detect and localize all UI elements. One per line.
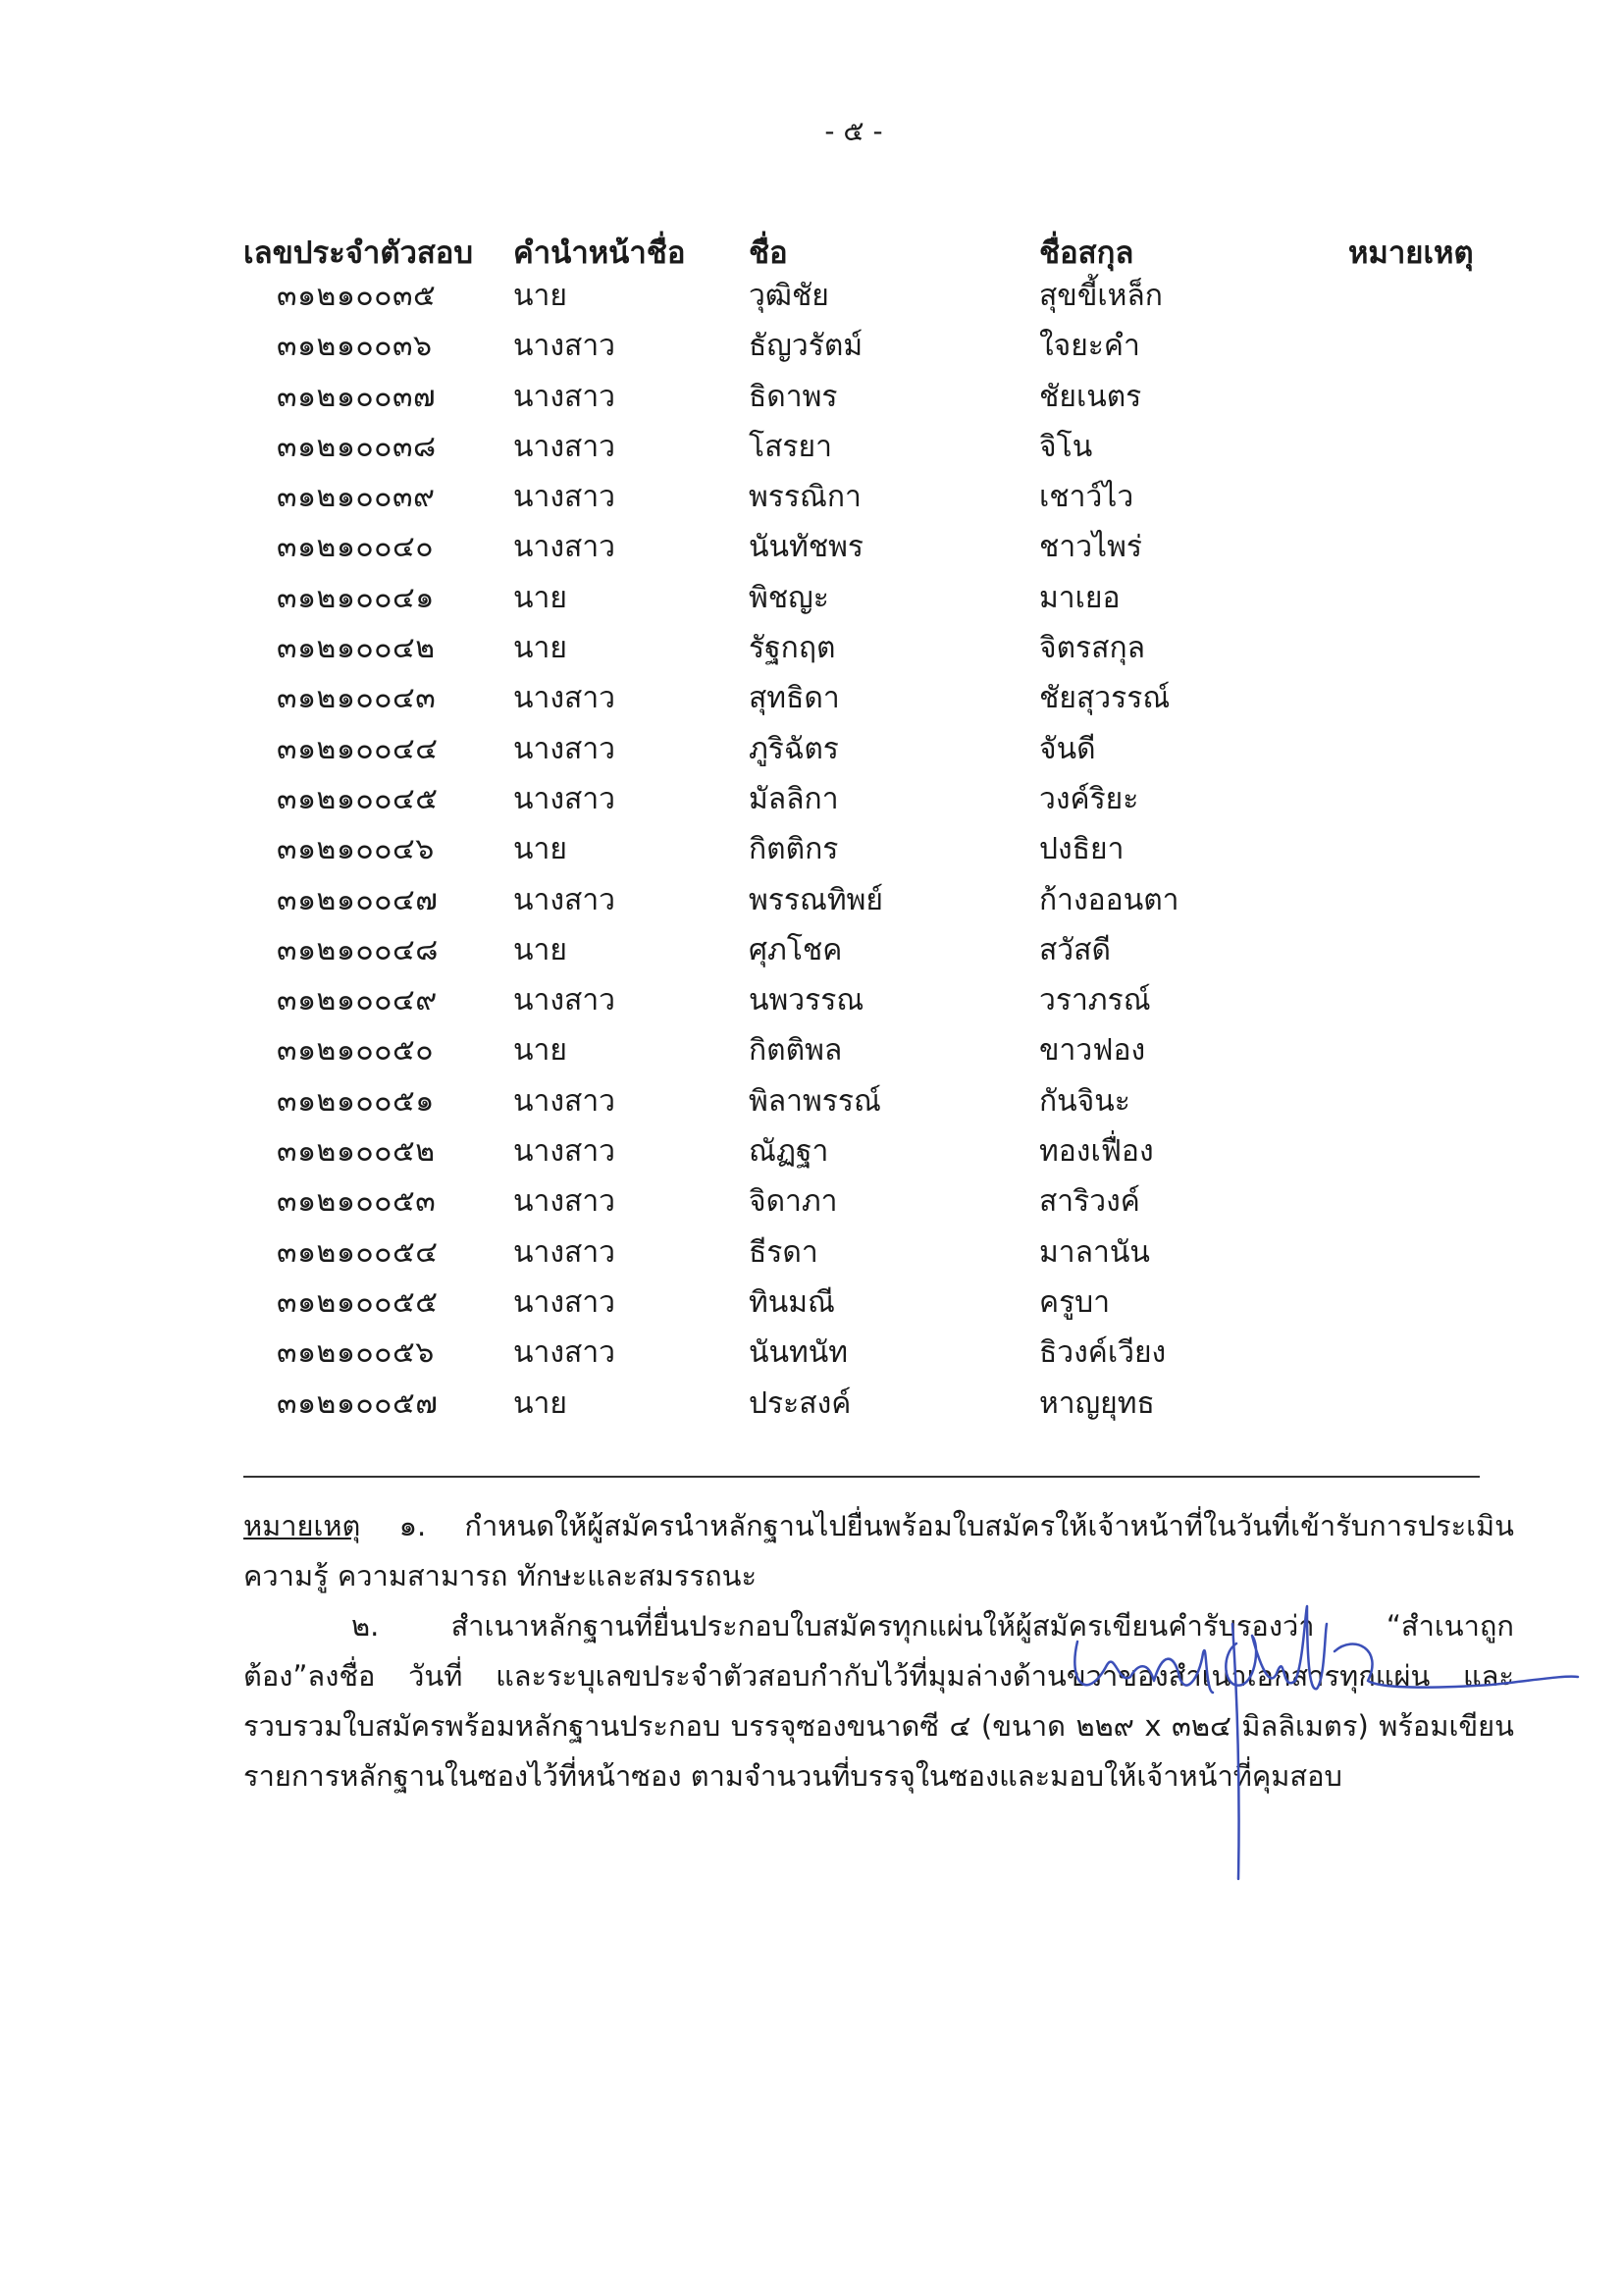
prefix-cell: นางสาว [513,530,616,565]
first-name-cell: ณัฏฐา [749,1134,829,1170]
signature [1060,1594,1580,1908]
prefix-cell: นาย [513,580,567,615]
first-name-cell: นันทัชพร [749,530,864,565]
first-name-cell: ธีรดา [749,1234,818,1270]
table-row [0,1330,1623,1380]
last-name-cell: ชาวไพร่ [1039,530,1143,565]
table-row [0,675,1623,725]
header-prefix: คำนำหน้าชื่อ [513,235,686,271]
table-row [0,474,1623,524]
table-row [0,1178,1623,1228]
prefix-cell: นางสาว [513,681,616,716]
table-row [0,625,1623,675]
exam-id-cell: ๓๑๒๑๐๐๕๒ [277,1134,436,1170]
last-name-cell: ใจยะคำ [1039,329,1140,364]
first-name-cell: สุทธิดา [749,681,840,716]
last-name-cell: ก้างออนตา [1039,882,1179,917]
prefix-cell: นางสาว [513,480,616,515]
exam-id-cell: ๓๑๒๑๐๐๕๐ [277,1033,435,1069]
table-row [0,1229,1623,1279]
prefix-cell: นางสาว [513,1134,616,1170]
first-name-cell: ธัญวรัตม์ [749,329,864,364]
first-name-cell: วุฒิชัย [749,279,829,313]
table-row [0,977,1623,1027]
last-name-cell: ครูบา [1039,1284,1111,1320]
exam-id-cell: ๓๑๒๑๐๐๕๗ [277,1385,439,1421]
table-row [0,927,1623,977]
page-number: - ๕ - [824,115,883,147]
table-row [0,273,1623,323]
first-name-cell: พรรณทิพย์ [749,882,883,917]
table-row [0,1027,1623,1077]
table-row [0,374,1623,424]
exam-id-cell: ๓๑๒๑๐๐๕๕ [277,1284,439,1320]
prefix-cell: นาย [513,932,567,967]
prefix-cell: นาย [513,1033,567,1069]
last-name-cell: ชัยเนตร [1039,379,1142,414]
exam-id-cell: ๓๑๒๑๐๐๔๘ [277,932,439,967]
first-name-cell: นพวรรณ [749,983,864,1018]
first-name-cell: ศุภโชค [749,932,843,967]
table-row [0,1279,1623,1330]
prefix-cell: นางสาว [513,429,616,464]
exam-id-cell: ๓๑๒๑๐๐๔๔ [277,731,439,766]
exam-id-cell: ๓๑๒๑๐๐๔๙ [277,983,438,1018]
exam-id-cell: ๓๑๒๑๐๐๓๙ [277,480,436,515]
exam-id-cell: ๓๑๒๑๐๐๕๑ [277,1083,435,1119]
table-row [0,826,1623,876]
prefix-cell: นาย [513,279,567,313]
exam-id-cell: ๓๑๒๑๐๐๕๖ [277,1335,435,1371]
last-name-cell: ขาวฟอง [1039,1033,1146,1069]
table-row [0,524,1623,574]
first-name-cell: มัลลิกา [749,781,839,816]
table-row [0,424,1623,474]
first-name-cell: จิดาภา [749,1184,838,1220]
prefix-cell: นางสาว [513,1083,616,1119]
table-row [0,1381,1623,1431]
prefix-cell: นางสาว [513,781,616,816]
prefix-cell: นาย [513,832,567,867]
note-2: ๒. สำเนาหลักฐานที่ยื่นประกอบใบสมัครทุกแผ่นให้ผู้สมัครเขียนคำรับรองว่า “สำเนาถูกต้อง”ลงชื่อ วันที่ และระบุเลขประจำตัวสอบกำกับไว้ที่มุมล่างด้านขวาของสำเนาเอกสารทุกแผ่น และรวบรวมใบสมัครพร้อมหลักฐานประกอบ บรรจุซองขนาดซี ๔ (ขนาด ๒๒๙ x ๓๒๔ มิลลิเมตร) พร้อมเขียนรายการหลักฐานในซองไว้ที่หน้าซอง ตามจำนวนที่บรรจุในซองและมอบให้เจ้าหน้าที่คุมสอบ [243,1609,1514,1793]
prefix-cell: นางสาว [513,329,616,364]
prefix-cell: นางสาว [513,983,616,1018]
prefix-cell: นางสาว [513,1184,616,1220]
prefix-cell: นางสาว [513,1284,616,1320]
last-name-cell: เชาว์ไว [1039,480,1134,515]
last-name-cell: มาเยอ [1039,580,1121,615]
exam-id-cell: ๓๑๒๑๐๐๔๗ [277,882,439,917]
prefix-cell: นางสาว [513,1335,616,1371]
table-row [0,726,1623,776]
table-row [0,877,1623,927]
exam-id-cell: ๓๑๒๑๐๐๕๔ [277,1234,439,1270]
table-row [0,323,1623,373]
header-first-name: ชื่อ [749,235,788,271]
first-name-cell: นันทนัท [749,1335,849,1371]
prefix-cell: นางสาว [513,882,616,917]
exam-id-cell: ๓๑๒๑๐๐๔๑ [277,580,435,615]
exam-id-cell: ๓๑๒๑๐๐๔๖ [277,832,435,867]
note-1 [243,1501,1514,1601]
exam-id-cell: ๓๑๒๑๐๐๔๓ [277,681,437,716]
first-name-cell: ภูริฉัตร [749,731,839,766]
table-row [0,1128,1623,1178]
header-last-name: ชื่อสกุล [1039,235,1134,271]
last-name-cell: สาริวงค์ [1039,1184,1140,1220]
header-exam-id: เลขประจำตัวสอบ [243,235,474,271]
prefix-cell: นาย [513,631,567,666]
last-name-cell: จันดี [1039,731,1096,766]
last-name-cell: ธิวงค์เวียง [1039,1335,1167,1371]
prefix-cell: นางสาว [513,1234,616,1270]
last-name-cell: ทองเฟื่อง [1039,1134,1154,1170]
first-name-cell: ธิดาพร [749,379,838,414]
prefix-cell: นางสาว [513,731,616,766]
prefix-cell: นาย [513,1385,567,1421]
last-name-cell: กันจินะ [1039,1083,1130,1119]
exam-id-cell: ๓๑๒๑๐๐๕๓ [277,1184,437,1220]
last-name-cell: จิโน [1039,429,1093,464]
last-name-cell: สุขขี้เหล็ก [1039,279,1163,313]
first-name-cell: กิตติกร [749,832,839,867]
last-name-cell: มาลานัน [1039,1234,1150,1270]
table-row [0,776,1623,826]
candidate-list [0,273,1623,1431]
exam-id-cell: ๓๑๒๑๐๐๔๒ [277,631,436,666]
last-name-cell: วราภรณ์ [1039,983,1151,1018]
exam-id-cell: ๓๑๒๑๐๐๓๘ [277,429,437,464]
last-name-cell: ชัยสุวรรณ์ [1039,681,1171,716]
first-name-cell: พรรณิกา [749,480,862,515]
divider-line [243,1476,1480,1478]
header-remark: หมายเหตุ [1348,235,1474,271]
exam-id-cell: ๓๑๒๑๐๐๓๖ [277,329,433,364]
first-name-cell: รัฐกฤต [749,631,836,666]
last-name-cell: ปงธิยา [1039,832,1125,867]
first-name-cell: พิชญะ [749,580,829,615]
prefix-cell: นางสาว [513,379,616,414]
notes-label: หมายเหตุ [243,1509,361,1542]
last-name-cell: จิตรสกุล [1039,631,1146,666]
table-row [0,575,1623,625]
first-name-cell: โสรยา [749,429,832,464]
first-name-cell: ประสงค์ [749,1385,852,1421]
table-row [0,1078,1623,1128]
exam-id-cell: ๓๑๒๑๐๐๔๐ [277,530,435,565]
exam-id-cell: ๓๑๒๑๐๐๓๕ [277,279,437,313]
note-1-text: ๑. กำหนดให้ผู้สมัครนำหลักฐานไปยื่นพร้อมใบสมัครให้เจ้าหน้าที่ในวันที่เข้ารับการประเมินความรู้ ความสามารถ ทักษะและสมรรถนะ [243,1509,1514,1592]
first-name-cell: กิตติพล [749,1033,843,1069]
last-name-cell: วงค์ริยะ [1039,781,1139,816]
exam-id-cell: ๓๑๒๑๐๐๓๗ [277,379,437,414]
last-name-cell: สวัสดี [1039,932,1111,967]
exam-id-cell: ๓๑๒๑๐๐๔๕ [277,781,439,816]
first-name-cell: ทินมณี [749,1284,835,1320]
last-name-cell: หาญยุทธ [1039,1385,1155,1421]
first-name-cell: พิลาพรรณ์ [749,1083,881,1119]
